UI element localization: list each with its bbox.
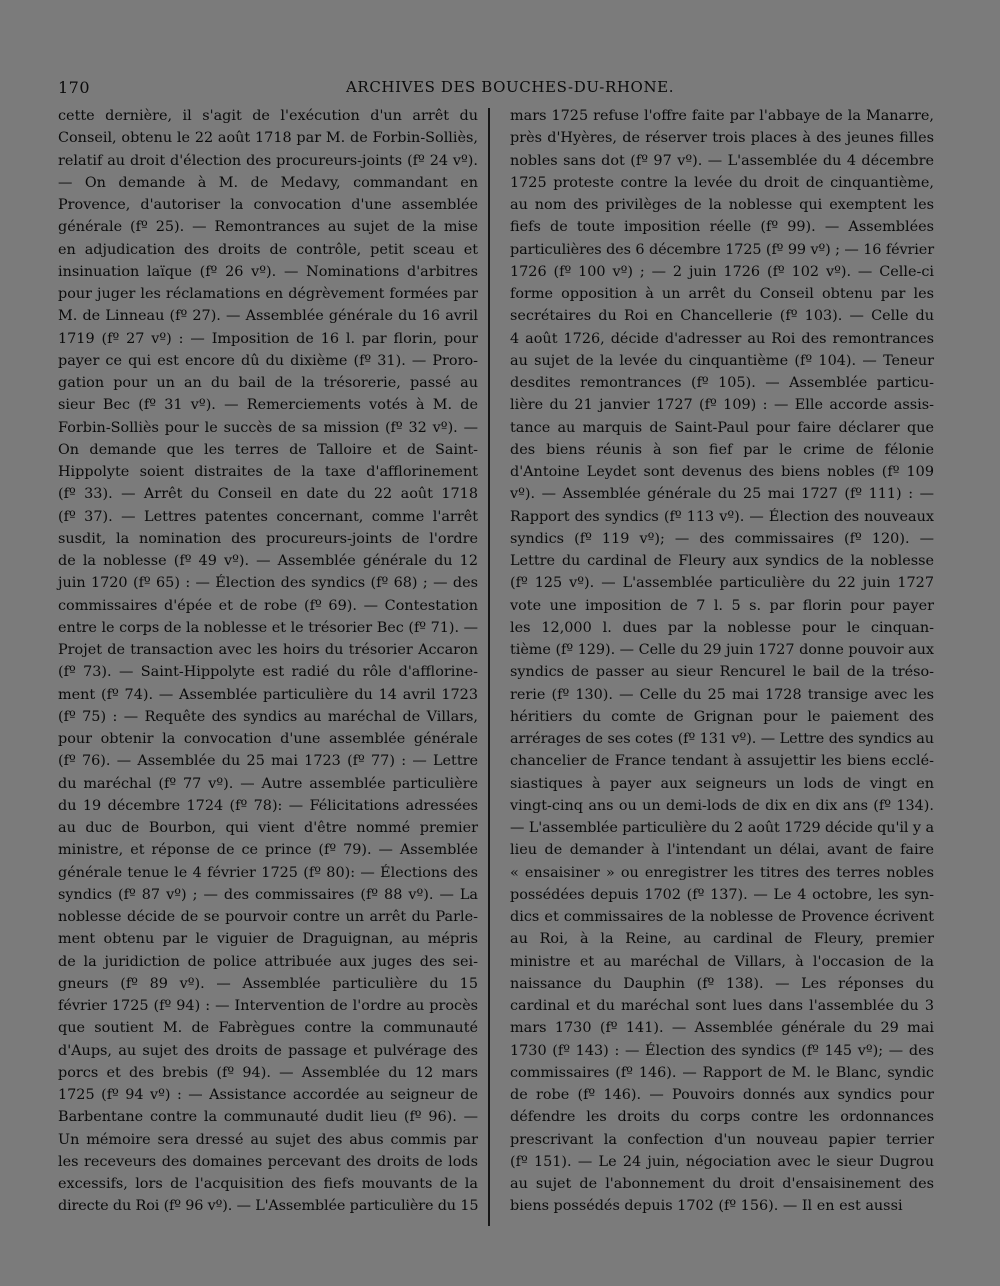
text-line: d'Antoine Leydet sont devenus des biens nobles (fº 109 (510, 464, 934, 480)
text-line: pour obtenir la convocation d'une assemblée générale (58, 731, 478, 747)
text-line: fiefs de toute imposition réelle (fº 99). — Assemblées (510, 219, 934, 236)
text-line: de robe (fº 146). — Pouvoirs donnés aux syndics pour (510, 1087, 934, 1103)
text-line: « ensaisiner » ou enregistrer les titres des terres nobles (510, 864, 934, 881)
text-line: commissaires d'épée et de robe (fº 69). — Contestation (58, 597, 478, 614)
text-line: particulières des 6 décembre 1725 (fº 99 vº) ; — 16 février (510, 241, 934, 258)
text-line: noblesse décide de se pourvoir contre un arrêt du Parle- (58, 909, 478, 925)
text-line: que soutient M. de Fabrègues contre la communauté (58, 1020, 478, 1037)
text-line: en adjudication des droits de contrôle, petit sceau et (58, 241, 478, 258)
text-line: syndics de passer au sieur Rencurel le bail de la tréso- (510, 664, 934, 681)
running-title: ARCHIVES DES BOUCHES-DU-RHONE. (346, 78, 675, 96)
page-number: 170 (58, 78, 91, 97)
text-line: au Roi, à la Reine, au cardinal de Fleury, premier (510, 931, 934, 948)
text-line: arrérages de ses cotes (fº 131 vº). — Lettre des syndics au (510, 731, 934, 747)
text-line: Projet de transaction avec les hoirs du trésorier Accaron (58, 642, 478, 658)
text-line: biens possédés depuis 1702 (fº 156). — Il en est aussi (510, 1198, 903, 1215)
text-line: dics et commissaires de la noblesse de Provence écrivent (510, 909, 934, 925)
text-line: (fº 125 vº). — L'assemblée particulière du 22 juin 1727 (510, 575, 934, 592)
right-text-column (510, 105, 934, 1218)
text-line: Forbin-Solliès pour le succès de sa mission (fº 32 vº). — (58, 419, 478, 436)
text-line: Hippolyte soient distraites de la taxe d'afflorinement (58, 464, 478, 480)
text-line: vote une imposition de 7 l. 5 s. par florin pour payer (510, 597, 934, 614)
text-line: possédées depuis 1702 (fº 137). — Le 4 octobre, les syn- (510, 886, 934, 903)
left-text-column (58, 105, 478, 1218)
text-line: gneurs (fº 89 vº). — Assemblée particulière du 15 (58, 975, 478, 992)
text-line: On demande que les terres de Talloire et de Saint- (58, 441, 478, 458)
text-line: ment (fº 74). — Assemblée particulière du 14 avril 1723 (58, 686, 478, 703)
text-line: chancelier de France tendant à assujettir les biens ecclé- (510, 753, 934, 770)
text-line: vº). — Assemblée générale du 25 mai 1727 (fº 111) : — (510, 486, 934, 503)
text-line: d'Aups, au sujet des droits de passage et pulvérage des (58, 1042, 478, 1059)
text-line: siastiques à payer aux seigneurs un lods de vingt en (510, 775, 934, 792)
text-line: directe du Roi (fº 96 vº). — L'Assemblée particulière du 15 (58, 1198, 479, 1215)
text-line: au sujet de la levée du cinquantième (fº 104). — Teneur (510, 352, 934, 369)
text-line: 1719 (fº 27 vº) : — Imposition de 16 l. par florin, pour (58, 330, 478, 347)
text-line: tance au marquis de Saint-Paul pour faire déclarer que (510, 419, 934, 436)
text-line: (fº 75) : — Requête des syndics au maréchal de Villars, (58, 708, 478, 725)
text-line: les 12,000 l. dues par la noblesse pour le cinquan- (510, 619, 934, 636)
text-line: entre le corps de la noblesse et le trésorier Bec (fº 71). — (58, 619, 478, 636)
text-line: héritiers du comte de Grignan pour le paiement des (510, 708, 934, 725)
text-line: (fº 151). — Le 24 juin, négociation avec le sieur Dugrou (510, 1153, 934, 1170)
text-line: 4 août 1726, décide d'adresser au Roi des remontrances (510, 330, 934, 347)
text-line: 1725 (fº 94 vº) : — Assistance accordée au seigneur de (58, 1087, 478, 1103)
text-line: Provence, d'autoriser la convocation d'une assemblée (58, 197, 478, 213)
text-line: — L'assemblée particulière du 2 août 1729 décide qu'il y a (510, 820, 934, 836)
text-line: de la juridiction de police attribuée aux juges des sei- (58, 953, 478, 970)
text-line: générale tenue le 4 février 1725 (fº 80): — Élections des (58, 864, 478, 881)
text-line: ministre et au maréchal de Villars, à l'occasion de la (510, 953, 934, 970)
text-line: lière du 21 janvier 1727 (fº 109) : — Elle accorde assis- (510, 397, 934, 414)
text-line: 1730 (fº 143) : — Élection des syndics (fº 145 vº); — des (510, 1042, 934, 1059)
text-line: les receveurs des domaines percevant des droits de lods (58, 1153, 478, 1170)
text-line: prescrivant la confection d'un nouveau papier terrier (510, 1131, 934, 1148)
text-line: commissaires (fº 146). — Rapport de M. le Blanc, syndic (510, 1064, 934, 1081)
text-line: du 19 décembre 1724 (fº 78): — Félicitations adressées (58, 797, 478, 814)
text-line: février 1725 (fº 94) : — Intervention de l'ordre au procès (58, 998, 478, 1014)
text-line: syndics (fº 87 vº) ; — des commissaires (fº 88 vº). — La (58, 886, 478, 903)
text-line: au duc de Bourbon, qui vient d'être nommé premier (58, 820, 478, 836)
text-line: porcs et des brebis (fº 94). — Assemblée du 12 mars (58, 1064, 478, 1081)
text-line: (fº 37). — Lettres patentes concernant, comme l'arrêt (58, 508, 478, 525)
text-line: pour juger les réclamations en dégrèvement formées par (58, 286, 478, 302)
text-line: au nom des privilèges de la noblesse qui exemptent les (510, 197, 934, 213)
text-line: syndics (fº 119 vº); — des commissaires (fº 120). — (510, 530, 934, 547)
text-line: lieu de demander à l'intendant un délai, avant de faire (510, 842, 934, 859)
text-line: insinuation laïque (fº 26 vº). — Nominations d'arbitres (58, 263, 478, 280)
text-line: Conseil, obtenu le 22 août 1718 par M. de Forbin-Solliès, (58, 130, 478, 147)
text-line: naissance du Dauphin (fº 138). — Les réponses du (510, 975, 934, 992)
text-line: juin 1720 (fº 65) : — Élection des syndics (fº 68) ; — des (58, 575, 478, 592)
text-line: M. de Linneau (fº 27). — Assemblée générale du 16 avril (58, 308, 478, 325)
text-line: Rapport des syndics (fº 113 vº). — Élection des nouveaux (510, 508, 934, 525)
text-line: de la noblesse (fº 49 vº). — Assemblée générale du 12 (58, 553, 478, 569)
text-line: générale (fº 25). — Remontrances au sujet de la mise (58, 219, 478, 236)
text-line: Lettre du cardinal de Fleury aux syndics de la noblesse (510, 553, 934, 569)
text-line: Un mémoire sera dressé au sujet des abus commis par (58, 1131, 478, 1148)
text-line: cette dernière, il s'agit de l'exécution d'un arrêt du (58, 108, 478, 124)
text-line: mars 1725 refuse l'offre faite par l'abbaye de la Manarre, (510, 108, 934, 124)
text-line: susdit, la nomination des procureurs-joints de l'ordre (58, 530, 478, 547)
text-line: 1726 (fº 100 vº) ; — 2 juin 1726 (fº 102 vº). — Celle-ci (510, 263, 934, 280)
text-line: au sujet de l'abonnement du droit d'ensaisinement des (510, 1176, 934, 1192)
text-line: ment obtenu par le viguier de Draguignan, au mépris (58, 931, 478, 948)
text-line: vingt-cinq ans ou un demi-lods de dix en dix ans (fº 134). (510, 797, 934, 814)
text-line: mars 1730 (fº 141). — Assemblée générale du 29 mai (510, 1020, 934, 1037)
text-line: Barbentane contre la communauté dudit lieu (fº 96). — (58, 1109, 478, 1126)
text-line: sieur Bec (fº 31 vº). — Remerciements votés à M. de (58, 397, 478, 414)
text-line: défendre les droits du corps contre les ordonnances (510, 1109, 934, 1126)
text-line: cardinal et du maréchal sont lues dans l'assemblée du 3 (510, 998, 934, 1014)
page-header (58, 78, 938, 100)
text-line: près d'Hyères, de réserver trois places à des jeunes filles (510, 130, 934, 147)
text-line: ministre, et réponse de ce prince (fº 79). — Assemblée (58, 842, 478, 859)
column-divider (488, 108, 490, 1226)
text-line: forme opposition à un arrêt du Conseil obtenu par les (510, 286, 934, 302)
text-line: (fº 73). — Saint-Hippolyte est radié du rôle d'afflorine- (58, 664, 478, 681)
text-line: nobles sans dot (fº 97 vº). — L'assemblée du 4 décembre (510, 152, 934, 169)
text-line: tième (fº 129). — Celle du 29 juin 1727 donne pouvoir aux (510, 642, 934, 658)
text-line: — On demande à M. de Medavy, commandant en (58, 174, 478, 191)
text-line: (fº 33). — Arrêt du Conseil en date du 22 août 1718 (58, 486, 478, 503)
text-line: (fº 76). — Assemblée du 25 mai 1723 (fº 77) : — Lettre (58, 753, 478, 770)
text-line: relatif au droit d'élection des procureurs-joints (fº 24 vº). (58, 152, 478, 169)
text-line: du maréchal (fº 77 vº). — Autre assemblée particulière (58, 775, 478, 792)
text-line: des biens réunis à son fief par le crime de félonie (510, 441, 934, 458)
text-line: secrétaires du Roi en Chancellerie (fº 103). — Celle du (510, 308, 934, 325)
text-line: 1725 proteste contre la levée du droit de cinquantième, (510, 174, 934, 191)
text-line: excessifs, lors de l'acquisition des fiefs mouvants de la (58, 1176, 478, 1192)
text-line: desdites remontrances (fº 105). — Assemblée particu- (510, 375, 934, 391)
text-line: rerie (fº 130). — Celle du 25 mai 1728 transige avec les (510, 686, 934, 703)
text-line: payer ce qui est encore dû du dixième (fº 31). — Proro- (58, 352, 478, 369)
text-line: gation pour un an du bail de la trésorerie, passé au (58, 375, 478, 391)
